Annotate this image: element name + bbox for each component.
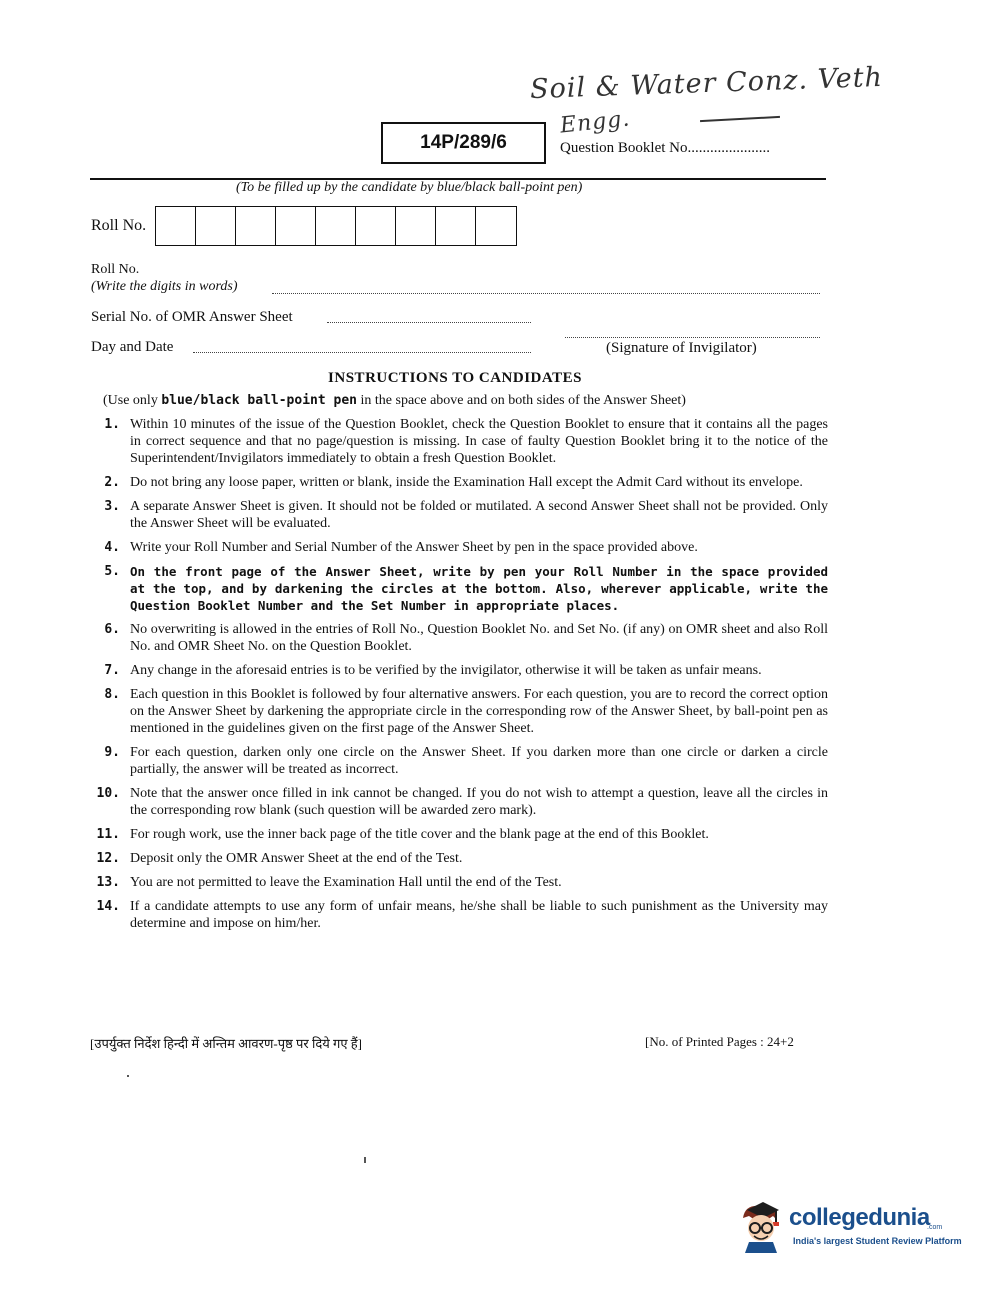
instruction-number: 13.	[96, 875, 120, 890]
instruction-item	[92, 744, 828, 778]
instruction-item	[92, 474, 828, 491]
instruction-number: 7.	[104, 663, 120, 678]
instruction-item	[92, 498, 828, 532]
handwritten-branch: Engg.	[558, 106, 632, 139]
hindi-note: [उपर्युक्त निर्देश हिन्दी में अन्तिम आवरण-पृष्ठ पर दिये गए हैं]	[90, 1036, 362, 1051]
instruction-text: If a candidate attempts to use any form of unfair means, he/she shall be liable to such punishment as the University may determine and impose on him/her.	[130, 899, 828, 931]
paper-code: 14P/289/6	[381, 122, 546, 164]
instruction-item	[92, 662, 828, 679]
instruction-number: 3.	[104, 499, 120, 514]
roll-digit-box[interactable]	[276, 207, 316, 245]
instruction-item	[92, 686, 828, 737]
instruction-item	[92, 826, 828, 843]
printed-pages-note: [No. of Printed Pages : 24+2	[645, 1034, 794, 1049]
handwritten-stroke	[700, 116, 780, 122]
instruction-number: 12.	[96, 851, 120, 866]
instruction-text: Within 10 minutes of the issue of the Question Booklet, check the Question Booklet to ensure that it contains all the pages in correct sequence and that no page/question is missing. In case of faulty Question Booklet bring it to the notice of the Superintendent/Invigilators immediately to obtain a fresh Question Booklet.	[130, 417, 828, 466]
instruction-number: 8.	[104, 687, 120, 702]
instruction-text: No overwriting is allowed in the entries of Roll No., Question Booklet No. and Set No. (if any) on OMR sheet and also Roll No. and OMR Sheet No. on the Question Booklet.	[130, 622, 828, 654]
instruction-text: Write your Roll Number and Serial Number of the Answer Sheet by pen in the space provided above.	[130, 540, 698, 555]
instruction-item	[92, 874, 828, 891]
instruction-number: 4.	[104, 540, 120, 555]
handwritten-subject: Soil & Water Conz. Veth	[529, 61, 884, 106]
roll-number-label: Roll No.	[91, 217, 147, 234]
instruction-text: Each question in this Booklet is followed by four alternative answers. For each question, you are to record the correct option on the Answer Sheet by darkening the appropriate circle in the corresponding row of the Answer Sheet, by ball-point pen as mentioned in the guidelines given on the first page of the Answer Sheet.	[130, 687, 828, 736]
instruction-text: Do not bring any loose paper, written or blank, inside the Examination Hall except the Admit Card without its envelope.	[130, 475, 803, 490]
note-suffix: in the space above and on both sides of the Answer Sheet)	[357, 393, 686, 408]
omr-serial-label: Serial No. of OMR Answer Sheet	[91, 309, 293, 325]
instructions-title: INSTRUCTIONS TO CANDIDATES	[328, 370, 582, 386]
fill-note: (To be filled up by the candidate by blue/black ball-point pen)	[236, 180, 583, 195]
instruction-item	[92, 539, 828, 556]
roll-digit-box[interactable]	[196, 207, 236, 245]
roll-digit-box[interactable]	[156, 207, 196, 245]
instructions-list	[92, 416, 828, 939]
instruction-item	[92, 416, 828, 467]
instruction-text: On the front page of the Answer Sheet, write by pen your Roll Number in the space provided at the top, and by darkening the circles at the bottom. Also, wherever applicable, write the Question Booklet Number and the Set Number in appropriate places.	[130, 564, 828, 613]
instruction-text: For each question, darken only one circle on the Answer Sheet. If you darken more than one circle or darken a circle partially, the answer will be treated as incorrect.	[130, 745, 828, 777]
instruction-item	[92, 898, 828, 932]
roll-words-field[interactable]	[272, 293, 820, 294]
day-date-field[interactable]	[193, 352, 531, 353]
instruction-number: 10.	[96, 786, 120, 801]
roll-words-label: Roll No.	[91, 262, 140, 277]
question-booklet-number: Question Booklet No......................	[560, 140, 770, 156]
instructions-note	[103, 393, 686, 409]
invigilator-signature-field[interactable]	[565, 337, 820, 338]
roll-digit-box[interactable]	[436, 207, 476, 245]
instruction-number: 2.	[104, 475, 120, 490]
instruction-number: 9.	[104, 745, 120, 760]
instruction-text: You are not permitted to leave the Examination Hall until the end of the Test.	[130, 875, 562, 890]
instruction-item	[92, 621, 828, 655]
roll-number-boxes[interactable]	[155, 206, 517, 246]
student-mascot-icon	[737, 1198, 785, 1253]
instruction-number: 14.	[96, 899, 120, 914]
logo-wordmark: collegedunia	[789, 1204, 930, 1231]
roll-digit-box[interactable]	[236, 207, 276, 245]
logo-tagline: India's largest Student Review Platform	[793, 1236, 962, 1246]
instruction-item	[92, 850, 828, 867]
collegedunia-logo	[737, 1198, 962, 1260]
roll-digit-box[interactable]	[356, 207, 396, 245]
note-prefix: (Use only	[103, 393, 162, 408]
instruction-number: 6.	[104, 622, 120, 637]
instruction-number: 11.	[96, 827, 120, 842]
scan-speck	[364, 1157, 366, 1163]
instruction-number: 5.	[104, 564, 120, 579]
omr-serial-field[interactable]	[327, 322, 531, 323]
instruction-item	[92, 563, 828, 614]
instruction-text: Deposit only the OMR Answer Sheet at the end of the Test.	[130, 851, 463, 866]
invigilator-signature-label: (Signature of Invigilator)	[606, 340, 757, 356]
roll-digit-box[interactable]	[476, 207, 516, 245]
roll-digit-box[interactable]	[396, 207, 436, 245]
instruction-text: For rough work, use the inner back page of the title cover and the blank page at the end of this Booklet.	[130, 827, 709, 842]
scan-speck	[127, 1075, 129, 1077]
instruction-text: A separate Answer Sheet is given. It should not be folded or mutilated. A second Answer Sheet shall not be provided. Only the Answer Sheet will be evaluated.	[130, 499, 828, 531]
logo-domain: .com	[927, 1224, 943, 1231]
roll-digit-box[interactable]	[316, 207, 356, 245]
instruction-item	[92, 785, 828, 819]
instruction-text: Any change in the aforesaid entries is to be verified by the invigilator, otherwise it will be taken as unfair means.	[130, 663, 762, 678]
roll-words-sublabel: (Write the digits in words)	[91, 279, 238, 294]
day-date-label: Day and Date	[91, 339, 174, 355]
instruction-number: 1.	[104, 417, 120, 432]
note-bold: blue/black ball-point pen	[161, 393, 357, 408]
instruction-text: Note that the answer once filled in ink cannot be changed. If you do not wish to attempt a question, leave all the circles in the corresponding row blank (such question will be awarded zero mark).	[130, 786, 828, 818]
